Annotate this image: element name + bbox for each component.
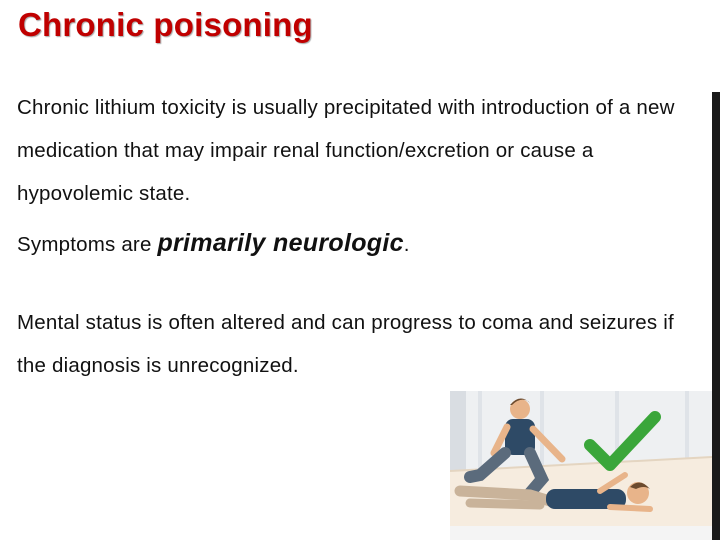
illustration-svg [450, 391, 712, 540]
slide-title: Chronic poisoning [18, 6, 313, 43]
paragraph-2 [17, 223, 707, 265]
paragraph-2-prefix: Symptoms are [17, 233, 158, 256]
illustration-caption [450, 526, 712, 540]
paragraph-2-emphasis: primarily neurologic [157, 229, 404, 257]
right-accent-bar [712, 92, 720, 540]
paragraph-1: Chronic lithium toxicity is usually precipitated with introduction of a new medication that may impair renal function/excretion or cause a hypovolemic state. [17, 96, 675, 205]
recovery-position-illustration [450, 391, 712, 540]
paragraph-3: Mental status is often altered and can progress to coma and seizures if the diagnosis is unrecognized. [17, 311, 674, 377]
slide-body [17, 86, 707, 387]
paragraph-2-suffix: . [403, 233, 410, 256]
